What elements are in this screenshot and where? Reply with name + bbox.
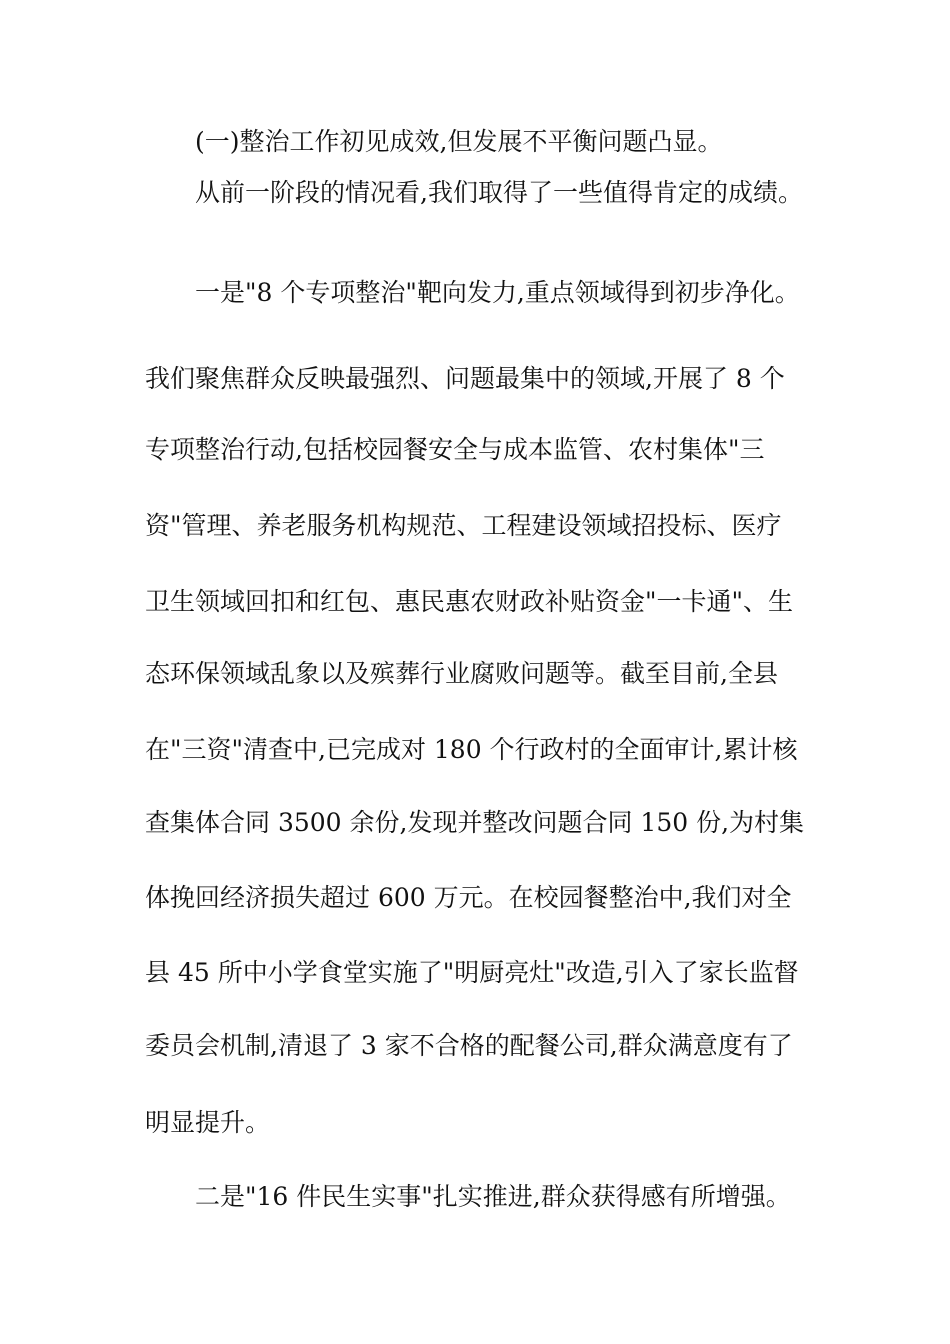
section-heading: (一)整治工作初见成效,但发展不平衡问题凸显。 bbox=[195, 127, 723, 156]
paragraph-line: 县 45 所中小学食堂实施了"明厨亮灶"改造,引入了家长监督 bbox=[145, 958, 799, 987]
paragraph-line: 我们聚焦群众反映最强烈、问题最集中的领域,开展了 8 个 bbox=[145, 364, 785, 393]
paragraph-line: 一是"8 个专项整治"靶向发力,重点领域得到初步净化。 bbox=[195, 278, 800, 307]
paragraph-line: 资"管理、养老服务机构规范、工程建设领域招投标、医疗 bbox=[145, 511, 782, 540]
paragraph-line: 卫生领域回扣和红包、惠民惠农财政补贴资金"一卡通"、生 bbox=[145, 587, 794, 616]
paragraph-line: 在"三资"清查中,已完成对 180 个行政村的全面审计,累计核 bbox=[145, 735, 798, 764]
paragraph-line: 体挽回经济损失超过 600 万元。在校园餐整治中,我们对全 bbox=[145, 883, 792, 912]
paragraph-line: 专项整治行动,包括校园餐安全与成本监管、农村集体"三 bbox=[145, 435, 765, 464]
paragraph-line: 态环保领域乱象以及殡葬行业腐败问题等。截至目前,全县 bbox=[145, 659, 778, 688]
intro-paragraph: 从前一阶段的情况看,我们取得了一些值得肯定的成绩。 bbox=[195, 178, 803, 207]
paragraph-line: 查集体合同 3500 余份,发现并整改问题合同 150 份,为村集 bbox=[145, 808, 805, 837]
paragraph-line: 委员会机制,清退了 3 家不合格的配餐公司,群众满意度有了 bbox=[145, 1031, 793, 1060]
paragraph-line: 明显提升。 bbox=[145, 1108, 271, 1137]
point-two-paragraph: 二是"16 件民生实事"扎实推进,群众获得感有所增强。 bbox=[195, 1182, 791, 1211]
